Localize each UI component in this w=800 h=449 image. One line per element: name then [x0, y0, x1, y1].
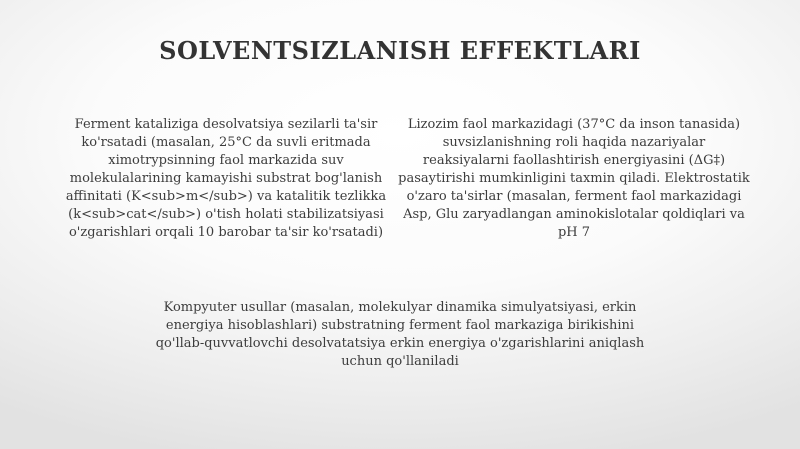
- left-paragraph: Ferment kataliziga desolvatsiya sezilarli ta'sir ko'rsatadi (masalan, 25°C da suvli eritmada ximotrypsinning faol markazida suv molekulalarining kamayishi substrat bog'lanish affinitati (K<sub>m</sub>) va katalitik tezlikka (k<sub>cat</sub>) o'tish holati stabilizatsiyasi o'zgarishlari orqali 10 barobar ta'sir ko'rsatadi): [65, 117, 387, 240]
- right-paragraph: Lizozim faol markazidagi (37°C da inson tanasida) suvsizlanishning roli haqida nazariyalar reaksiyalarni faollashtirish energiyasini (ΔG‡) pasaytirishi mumkinligini taxmin qiladi. Elektrostatik o'zaro ta'sirlar (masalan, ferment faol markazidagi Asp, Glu zaryadlangan aminokislotalar qoldiqlari va pH 7: [398, 117, 750, 240]
- bottom-paragraph: Kompyuter usullar (masalan, molekulyar dinamika simulyatsiyasi, erkin energiya hisoblashlari) substratning ferment faol markaziga birikishini qo'llab-quvvatlovchi desolvatatsiya erkin energiya o'zgarishlarini aniqlash uchun qo'llaniladi: [155, 300, 645, 369]
- slide-title: SOLVENTSIZLANISH EFFEKTLARI: [159, 36, 641, 65]
